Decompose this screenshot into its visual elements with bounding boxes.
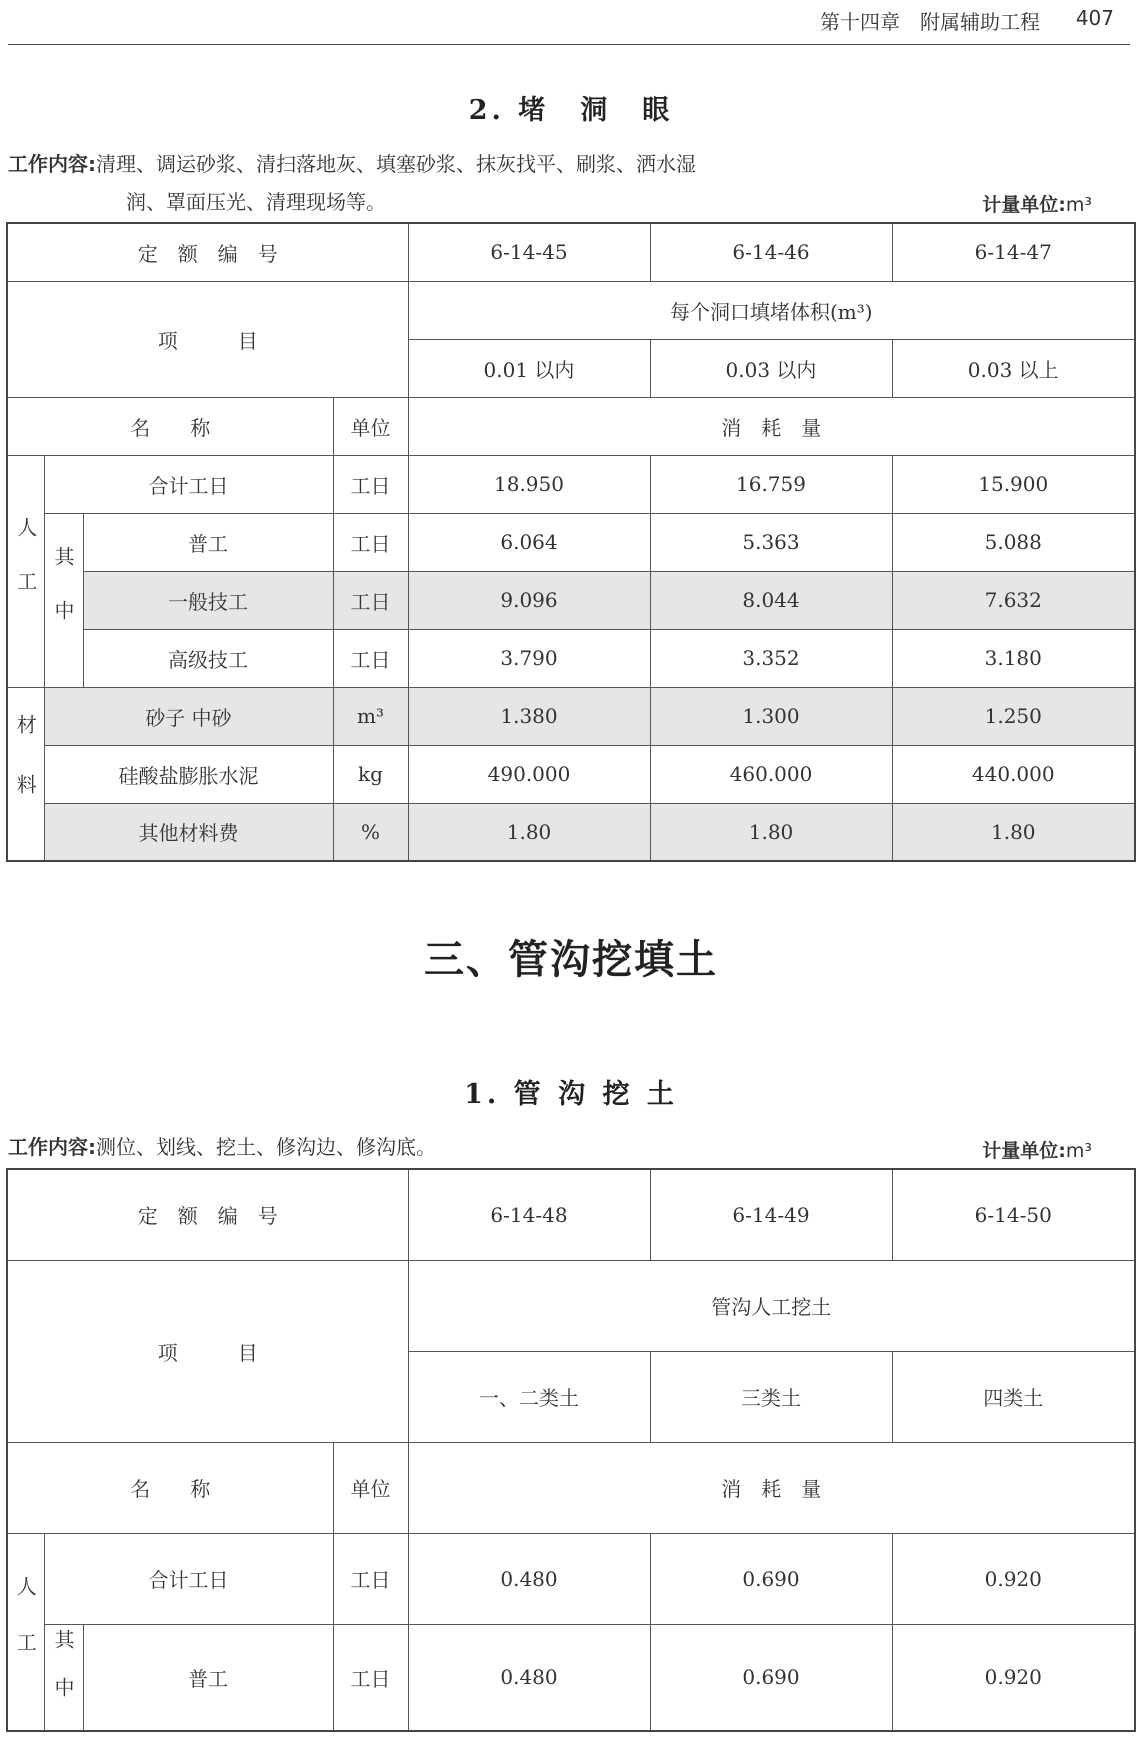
row-unit: 工日: [333, 1533, 408, 1624]
subheader-cell: 四类土: [892, 1351, 1135, 1442]
unit-col-label: 单位: [333, 1442, 408, 1533]
row-value: 9.096: [408, 571, 650, 629]
row-value: 3.352: [650, 629, 892, 687]
row-value: 0.480: [408, 1624, 650, 1731]
row-value: 0.690: [650, 1624, 892, 1731]
subheader-cell: 三类土: [650, 1351, 892, 1442]
code-label: 定 额 编 号: [7, 223, 408, 281]
page-header: [8, 0, 1130, 45]
quota-table-trench-excavation: [6, 1168, 1136, 1732]
table-row: [7, 1260, 1135, 1351]
table-row: [7, 281, 1135, 339]
code-label: 定 额 编 号: [7, 1169, 408, 1260]
measure-unit-1: [982, 190, 1092, 217]
row-value: 16.759: [650, 455, 892, 513]
consumption-label: 消 耗 量: [408, 1442, 1135, 1533]
item-label: 项 目: [7, 1260, 408, 1442]
row-value: 490.000: [408, 745, 650, 803]
row-unit: 工日: [333, 571, 408, 629]
row-value: 0.690: [650, 1533, 892, 1624]
measure-unit-label: 计量单位:: [982, 194, 1066, 216]
unit-col-label: 单位: [333, 397, 408, 455]
row-name: 合计工日: [44, 1533, 333, 1624]
subheader-cell: 0.03 以内: [650, 339, 892, 397]
table-row: [7, 1442, 1135, 1533]
table-row: [7, 629, 1135, 687]
row-name: 砂子 中砂: [44, 687, 333, 745]
row-value: 1.380: [408, 687, 650, 745]
table-row: [7, 803, 1135, 861]
labor-sub-group-label: 其中: [44, 1624, 83, 1731]
chapter-title: 第十四章 附属辅助工程: [820, 10, 1040, 34]
row-value: 1.250: [892, 687, 1135, 745]
row-value: 3.180: [892, 629, 1135, 687]
row-value: 5.088: [892, 513, 1135, 571]
group-header: 管沟人工挖土: [408, 1260, 1135, 1351]
work-content-line2: 润、罩面压光、清理现场等。: [126, 190, 386, 214]
row-unit: 工日: [333, 455, 408, 513]
work-content-label: 工作内容:: [8, 152, 96, 176]
row-name: 普工: [83, 1624, 333, 1731]
labor-group-label: 人工: [7, 455, 44, 687]
row-unit: 工日: [333, 629, 408, 687]
row-unit: kg: [333, 745, 408, 803]
name-label: 名 称: [7, 397, 333, 455]
work-content-line1: 测位、划线、挖土、修沟边、修沟底。: [96, 1135, 436, 1159]
table-row: [7, 745, 1135, 803]
row-value: 8.044: [650, 571, 892, 629]
row-value: 7.632: [892, 571, 1135, 629]
table-row: [7, 1624, 1135, 1731]
work-content-line1: 清理、调运砂浆、清扫落地灰、填塞砂浆、抹灰找平、刷浆、洒水湿: [96, 152, 696, 176]
row-value: 1.80: [892, 803, 1135, 861]
row-value: 0.480: [408, 1533, 650, 1624]
row-name: 合计工日: [44, 455, 333, 513]
page-number: 407: [1075, 6, 1114, 30]
group-header: 每个洞口填堵体积(m³): [408, 281, 1135, 339]
measure-unit-2: [982, 1136, 1092, 1163]
row-unit: %: [333, 803, 408, 861]
code-cell: 6-14-50: [892, 1169, 1135, 1260]
row-value: 0.920: [892, 1624, 1135, 1731]
row-name: 硅酸盐膨胀水泥: [44, 745, 333, 803]
row-name: 一般技工: [83, 571, 333, 629]
item-label: 项 目: [7, 281, 408, 397]
row-value: 5.363: [650, 513, 892, 571]
row-value: 460.000: [650, 745, 892, 803]
table-row: [7, 513, 1135, 571]
row-value: 0.920: [892, 1533, 1135, 1624]
subheader-cell: 0.01 以内: [408, 339, 650, 397]
row-unit: 工日: [333, 513, 408, 571]
section-title-trench-excavation: 1. 管 沟 挖 土: [464, 1079, 678, 1110]
quota-table-plug-holes: [6, 222, 1136, 862]
row-name: 其他材料费: [44, 803, 333, 861]
table-row: [7, 223, 1135, 281]
table-row: [7, 1533, 1135, 1624]
name-label: 名 称: [7, 1442, 333, 1533]
table-row: [7, 455, 1135, 513]
code-cell: 6-14-46: [650, 223, 892, 281]
table-row: [7, 571, 1135, 629]
measure-unit-value: m³: [1065, 194, 1092, 216]
row-unit: m³: [333, 687, 408, 745]
row-value: 440.000: [892, 745, 1135, 803]
row-value: 15.900: [892, 455, 1135, 513]
measure-unit-label: 计量单位:: [982, 1140, 1066, 1162]
code-cell: 6-14-49: [650, 1169, 892, 1260]
section-title-plug-holes: 2. 堵 洞 眼: [468, 95, 674, 126]
row-name: 高级技工: [83, 629, 333, 687]
row-value: 1.80: [650, 803, 892, 861]
code-cell: 6-14-47: [892, 223, 1135, 281]
code-cell: 6-14-48: [408, 1169, 650, 1260]
row-name: 普工: [83, 513, 333, 571]
table-row: [7, 1169, 1135, 1260]
code-cell: 6-14-45: [408, 223, 650, 281]
row-value: 1.80: [408, 803, 650, 861]
row-value: 3.790: [408, 629, 650, 687]
work-content-1: [8, 145, 888, 221]
row-value: 6.064: [408, 513, 650, 571]
row-unit: 工日: [333, 1624, 408, 1731]
subheader-cell: 一、二类土: [408, 1351, 650, 1442]
work-content-label: 工作内容:: [8, 1135, 96, 1159]
material-group-label: 材料: [7, 687, 44, 861]
row-value: 1.300: [650, 687, 892, 745]
consumption-label: 消 耗 量: [408, 397, 1135, 455]
row-value: 18.950: [408, 455, 650, 513]
work-content-2: [8, 1128, 888, 1166]
chapter-section-title: 三、管沟挖填土: [424, 937, 718, 983]
measure-unit-value: m³: [1065, 1140, 1092, 1162]
table-row: [7, 687, 1135, 745]
labor-sub-group-label: 其中: [44, 513, 83, 687]
labor-group-label: 人工: [7, 1533, 44, 1731]
subheader-cell: 0.03 以上: [892, 339, 1135, 397]
table-row: [7, 397, 1135, 455]
